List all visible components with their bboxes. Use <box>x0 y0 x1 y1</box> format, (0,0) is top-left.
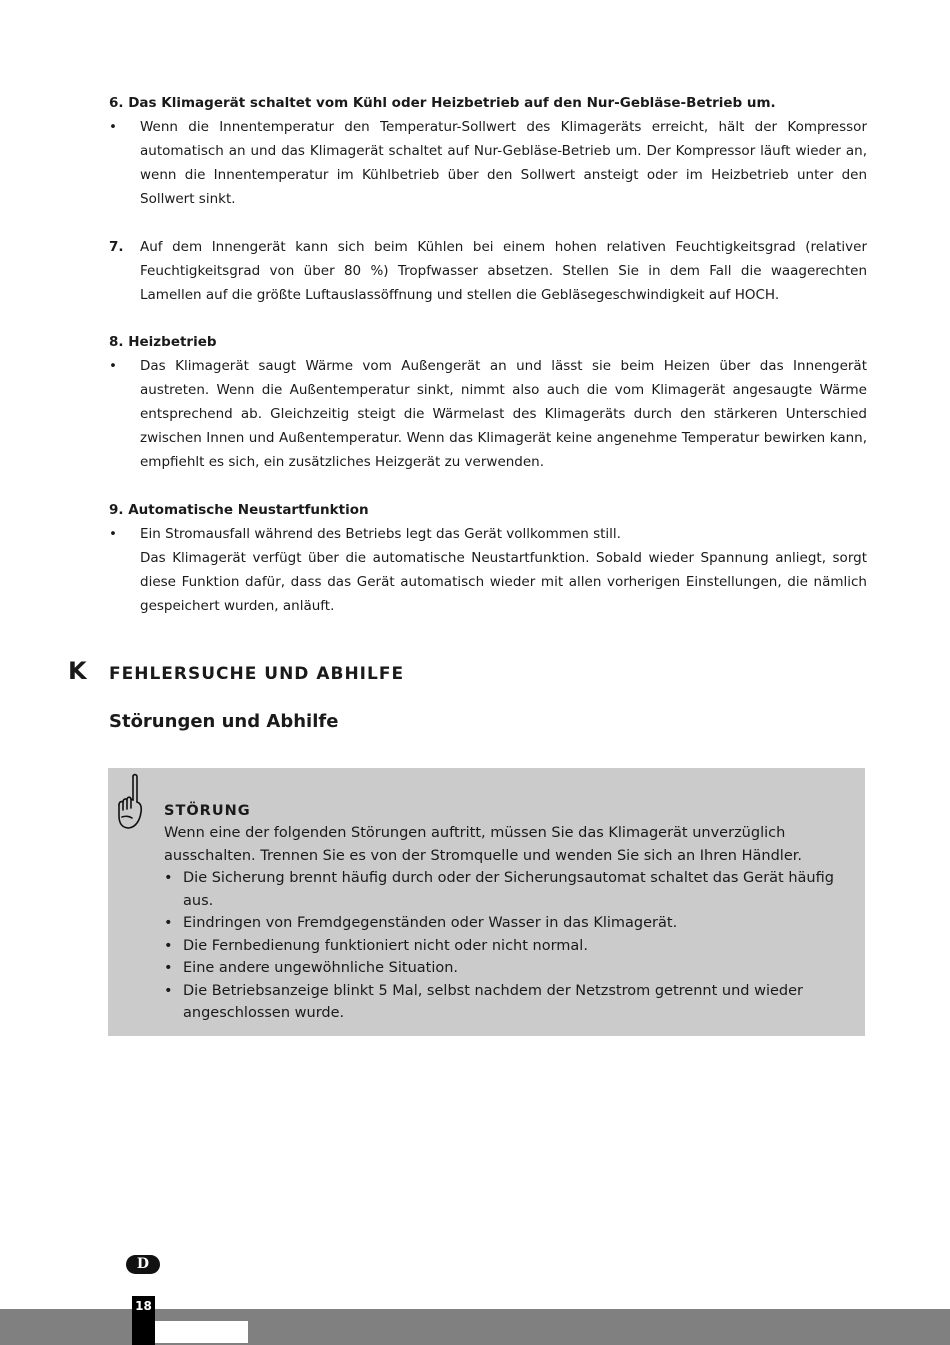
list-item <box>164 867 853 912</box>
warning-box <box>108 768 865 1036</box>
section-7 <box>109 235 867 307</box>
section-7-number: 7. <box>109 239 124 255</box>
section-6-text: Wenn die Innentemperatur den Temperatur-Sollwert des Klimageräts erreicht, hält der Kompressor automatisch an und das Klimagerät schaltet auf Nur-Gebläse-Betrieb um. Der Kompressor läuft wieder an, wenn die Innentemperatur im Kühlbetrieb über den Sollwert ansteigt oder im Heizbetrieb unter den Sollwert sinkt. <box>140 119 867 207</box>
page-number: 18 <box>135 1299 152 1313</box>
section-6 <box>109 91 867 211</box>
bullet-mark: • <box>164 960 173 976</box>
section-9-text-2: Das Klimagerät verfügt über die automatische Neustartfunktion. Sobald wieder Spannung anliegt, sorgt diese Funktion dafür, dass das Gerät automatisch wieder mit allen vorherigen Einstellungen, die nämlich gespeichert wurden, anläuft. <box>140 550 867 614</box>
list-item-text: Die Sicherung brennt häufig durch oder der Sicherungsautomat schaltet das Gerät häufig aus. <box>183 870 834 909</box>
warning-intro: Wenn eine der folgenden Störungen auftritt, müssen Sie das Klimagerät unverzüglich ausschalten. Trennen Sie es von der Stromquelle und wenden Sie sich an Ihren Händler. <box>164 825 802 864</box>
warning-content <box>164 800 853 1025</box>
section-9-text-1: Ein Stromausfall während des Betriebs legt das Gerät vollkommen still. <box>140 526 621 542</box>
bullet-mark: • <box>164 937 173 954</box>
bullet-mark: • <box>164 915 173 931</box>
bullet-mark: • <box>109 358 117 374</box>
list-item <box>164 957 853 980</box>
chapter-title: FEHLERSUCHE UND ABHILFE <box>109 664 405 684</box>
list-item <box>164 980 853 1025</box>
bullet-mark: • <box>164 870 173 886</box>
section-9 <box>109 498 867 618</box>
section-6-bullet <box>109 115 867 211</box>
section-7-text: Auf dem Innengerät kann sich beim Kühlen bei einem hohen relativen Feuchtigkeitsgrad (relativer Feuchtigkeitsgrad von über 80 %) Tropfwasser absetzen. Stellen Sie in dem Fall die waagerechten Lamellen auf die größte Luftauslassöffnung und stellen die Gebläsegeschwindigkeit auf HOCH. <box>140 239 867 303</box>
footer-strip <box>155 1321 248 1343</box>
list-item-text: Eindringen von Fremdgegenständen oder Wasser in das Klimagerät. <box>183 915 678 931</box>
list-item-text: Die Fernbedienung funktioniert nicht oder nicht normal. <box>183 937 588 954</box>
section-8-text: Das Klimagerät saugt Wärme vom Außengerät an und lässt sie beim Heizen über das Innengerät austreten. Wenn die Außentemperatur sinkt, nimmt also auch die vom Klimagerät angesaugte Wärme entsprechend ab. Gleichzeitig steigt die Wärmelast des Klimageräts durch den stärkeren Unterschied zwischen Innen und Außentemperatur. Wenn das Klimagerät keine angenehme Temperatur bewirken kann, empfiehlt es sich, ein zusätzliches Heizgerät zu verwenden. <box>140 358 867 470</box>
bullet-mark: • <box>109 526 117 542</box>
section-9-bullet <box>109 522 867 546</box>
bullet-mark: • <box>109 119 117 135</box>
chapter-letter: K <box>68 657 87 685</box>
section-8-bullet <box>109 354 867 474</box>
language-badge: D <box>126 1255 160 1274</box>
list-item-text: Eine andere ungewöhnliche Situation. <box>183 960 459 976</box>
subsection-title: Störungen und Abhilfe <box>109 711 339 732</box>
warning-title: STÖRUNG <box>164 803 251 819</box>
pointing-hand-icon <box>113 772 147 832</box>
section-9-title: 9. Automatische Neustartfunktion <box>109 502 369 518</box>
section-6-title: 6. Das Klimagerät schaltet vom Kühl oder Heizbetrieb auf den Nur-Gebläse-Betrieb um. <box>109 95 776 111</box>
section-9-continuation <box>109 546 867 618</box>
list-item <box>164 935 853 958</box>
section-8 <box>109 330 867 474</box>
section-7-item <box>109 235 867 307</box>
list-item-text: Die Betriebsanzeige blinkt 5 Mal, selbst nachdem der Netzstrom getrennt und wieder angeschlossen wurde. <box>183 982 803 1021</box>
list-item <box>164 912 853 935</box>
section-8-title: 8. Heizbetrieb <box>109 334 217 350</box>
bullet-mark: • <box>164 982 173 999</box>
